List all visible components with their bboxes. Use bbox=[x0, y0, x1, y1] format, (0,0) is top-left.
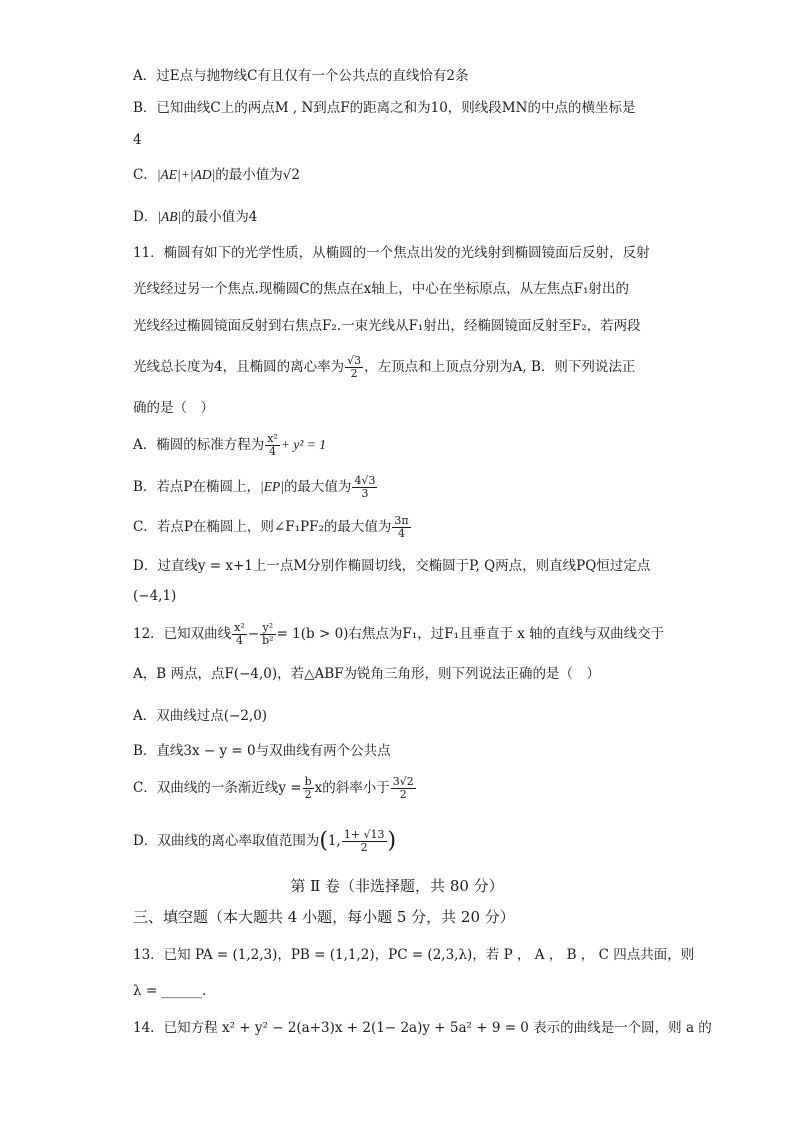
text: 12．已知双曲线 bbox=[133, 626, 232, 642]
text: 1, bbox=[327, 833, 341, 849]
option-10-b-cont: 4 bbox=[133, 132, 142, 148]
denominator: 4 bbox=[236, 634, 243, 647]
denominator: 4 bbox=[397, 527, 405, 540]
abs-expression: |AB| bbox=[157, 209, 182, 224]
denominator: 2 bbox=[350, 367, 358, 380]
fraction bbox=[303, 776, 314, 801]
option-12-d bbox=[133, 829, 396, 854]
text: x的斜率小于 bbox=[314, 780, 390, 796]
question-13-line-2: λ = ______. bbox=[133, 983, 207, 999]
option-10-a: A．过E点与抛物线C有且仅有一个公共点的直线恰有2条 bbox=[133, 68, 469, 84]
fraction bbox=[391, 776, 416, 801]
minus-sign: − bbox=[247, 626, 260, 642]
text: 光线总长度为4，且椭圆的离心率为 bbox=[133, 359, 345, 375]
sqrt-value: √2 bbox=[282, 167, 300, 183]
text: = 1(b > 0)右焦点为F₁，过F₁且垂直于 x 轴的直线与双曲线交于 bbox=[276, 626, 665, 642]
denominator: 2 bbox=[304, 788, 312, 801]
numerator: 3π bbox=[394, 514, 409, 527]
option-10-b: B．已知曲线C上的两点M , N到点F的距离之和为10，则线段MN的中点的横坐标是 bbox=[133, 100, 636, 116]
numerator: x² bbox=[267, 432, 278, 445]
denominator: b² bbox=[262, 634, 274, 647]
open-paren: ( bbox=[319, 828, 328, 854]
question-11-line-4 bbox=[133, 355, 635, 380]
option-11-c bbox=[133, 515, 412, 540]
part-2-heading: 第 Ⅱ 卷（非选择题，共 80 分） bbox=[290, 877, 504, 895]
option-label: D． bbox=[133, 209, 158, 225]
denominator: 4 bbox=[269, 445, 277, 458]
option-10-c bbox=[133, 165, 300, 185]
option-12-c bbox=[133, 776, 417, 801]
question-14-line-1: 14．已知方程 x² + y² − 2(a+3)x + 2(1− 2a)y + 5a² + 9 = 0 表示的曲线是一个圆，则 a 的 bbox=[133, 1020, 712, 1036]
option-11-d: D．过直线y = x+1上一点M分别作椭圆切线，交椭圆于P, Q两点，则直线PQ恒过定点 bbox=[133, 558, 651, 574]
option-11-a bbox=[133, 433, 326, 458]
question-12-line-2: A，B 两点，点F(−4,0)，若△ABF为锐角三角形，则下列说法正确的是（ ） bbox=[133, 666, 601, 682]
fraction bbox=[392, 515, 410, 540]
section-heading-fill-in: 三、填空题（本大题共 4 小题，每小题 5 分，共 20 分） bbox=[133, 908, 515, 926]
option-11-b bbox=[133, 475, 378, 500]
text: B．若点P在椭圆上， bbox=[133, 479, 261, 495]
numerator: x² bbox=[234, 621, 245, 634]
numerator: 3√2 bbox=[392, 775, 414, 788]
fraction bbox=[342, 829, 387, 854]
option-12-b: B．直线3x − y = 0与双曲线有两个公共点 bbox=[133, 743, 391, 759]
question-11-line-5: 确的是（ ） bbox=[133, 400, 214, 416]
close-paren: ) bbox=[387, 828, 397, 854]
option-label: C． bbox=[133, 167, 157, 183]
fraction bbox=[232, 622, 247, 647]
numerator: 4√3 bbox=[354, 474, 376, 487]
text: 的最小值为4 bbox=[181, 209, 258, 225]
numerator: √3 bbox=[347, 354, 362, 367]
question-12-line-1 bbox=[133, 622, 664, 647]
text: C．双曲线的一条渐近线y = bbox=[133, 780, 302, 796]
numerator: 1+ √13 bbox=[343, 828, 385, 841]
abs-expression: |EP| bbox=[260, 479, 284, 494]
denominator: 3 bbox=[361, 487, 369, 500]
denominator: 2 bbox=[399, 788, 407, 801]
numerator: y² bbox=[260, 622, 275, 635]
question-11-line-2: 光线经过另一个焦点.现椭圆C的焦点在x轴上，中心在坐标原点，从左焦点F₁射出的 bbox=[133, 281, 630, 297]
abs-expression: |AE|+|AD| bbox=[156, 167, 216, 182]
text: D．双曲线的离心率取值范围为 bbox=[133, 833, 320, 849]
text: 的最小值为 bbox=[215, 167, 283, 183]
text: + y² = 1 bbox=[280, 437, 327, 452]
fraction bbox=[265, 433, 280, 458]
fraction bbox=[345, 355, 363, 380]
option-10-d bbox=[133, 207, 257, 227]
numerator: b bbox=[304, 775, 312, 788]
question-11-line-3: 光线经过椭圆镜面反射到右焦点F₂.一束光线从F₁射出，经椭圆镜面反射至F₂，若两段 bbox=[133, 318, 641, 334]
text: ，左顶点和上顶点分别为A, B．则下列说法正 bbox=[364, 359, 636, 375]
option-11-d-cont: (−4,1) bbox=[133, 588, 177, 604]
text: C．若点P在椭圆上，则∠F₁PF₂的最大值为 bbox=[133, 519, 392, 535]
fraction bbox=[352, 475, 377, 500]
text: 的最大值为 bbox=[283, 479, 352, 495]
fraction bbox=[260, 622, 275, 647]
question-13-line-1: 13．已知 PA = (1,2,3)，PB = (1,1,2)，PC = (2,3,λ)，若 P ， A ， B ， C 四点共面，则 bbox=[133, 947, 695, 963]
question-11-line-1: 11．椭圆有如下的光学性质，从椭圆的一个焦点出发的光线射到椭圆镜面后反射，反射 bbox=[133, 245, 650, 261]
denominator: 2 bbox=[360, 841, 368, 854]
option-12-a: A．双曲线过点(−2,0) bbox=[133, 708, 268, 724]
text: A．椭圆的标准方程为 bbox=[133, 437, 265, 453]
